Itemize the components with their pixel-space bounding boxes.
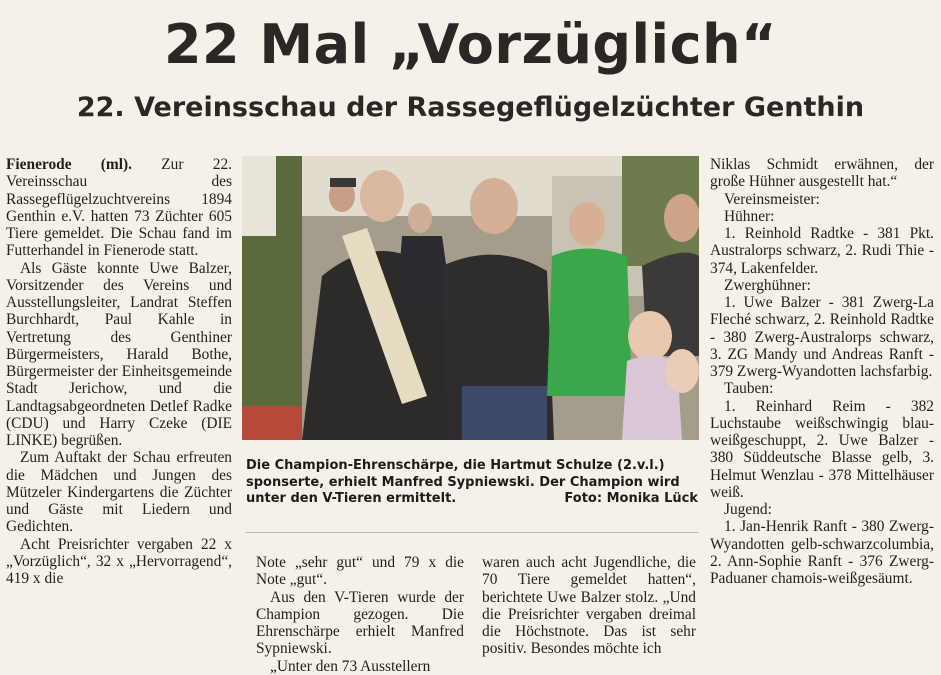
results-group-name: Hühner: — [724, 207, 775, 225]
article-paragraph: Niklas Schmidt erwähnen, der große Hühner ausgestellt hat.“ — [710, 156, 934, 191]
dateline: Fienerode (ml). — [6, 156, 132, 173]
article-paragraph: Fienerode (ml). Zur 22. Vereinsschau des Rassegeflügelzuchtvereins 1894 Genthin e.V. hatten 73 Züchter 605 Tiere gemeldet. Die Schau fand im Futterhandel in Fienerode statt. — [6, 156, 232, 260]
results-group-text: 1. Reinhold Radtke - 381 Pkt. Australorps schwarz, 2. Rudi Thie - 374, Lakenfelder. — [710, 225, 934, 277]
article-paragraph: waren auch acht Jugendliche, die 70 Tiere gemeldet hatten“, berichtete Uwe Balzer stolz. „Und die Preisrichter vergaben dreimal die Höchstnote. Das ist sehr positiv. Besondes möchte ich — [482, 554, 696, 658]
article-column-3 — [482, 554, 696, 658]
article-photo — [242, 156, 699, 440]
results-group-name: Jugend: — [724, 501, 772, 518]
caption-divider — [246, 532, 698, 533]
article-column-4 — [710, 156, 934, 587]
results-group-text: 1. Jan-Henrik Ranft - 380 Zwerg-Wyandotten gelb-schwarzcolumbia, 2. Ann-Sophie Ranft - 376 Zwerg-Paduaner chamois-weißgesäumt. — [710, 518, 934, 587]
subheadline: 22. Vereinsschau der Rassegeflügelzüchter Genthin — [76, 92, 865, 123]
headline: 22 Mal „Vorzüglich“ — [163, 13, 778, 76]
results-group-name: Zwerghühner: — [724, 276, 811, 294]
article-paragraph: Acht Preisrichter vergaben 22 x „Vorzüglich“, 32 x „Hervorragend“, 419 x die — [6, 535, 232, 587]
results-group-text: 1. Reinhard Reim - 382 Luchstaube weißschwingig blau-weißgeschuppt, 2. Uwe Balzer - 380 Süddeutsche Blasse gelb, 3. Helmut Wenzlau - 378 Mittelhäuser weiß. — [710, 397, 934, 501]
results-title: Vereinsmeister: — [724, 190, 820, 208]
article-paragraph: Aus den V-Tieren wurde der Champion gezogen. Die Ehrenschärpe erhielt Manfred Sypniewski. — [256, 588, 464, 658]
article-paragraph: Als Gäste konnte Uwe Balzer, Vorsitzender des Vereins und Ausstellungsleiter, Landrat Steffen Burchhardt, Paul Kahle in Vertretung des Genthiner Bürgermeisters, Harald Bothe, Bürgermeister der Einheitsgemeinde Stadt Jerichow, und die Landtagsabgeordneten Detlef Radke (CDU) und Harry Czeke (DIE LINKE) begrüßen. — [6, 259, 232, 449]
article-paragraph: Zum Auftakt der Schau erfreuten die Mädchen und Jungen des Mützeler Kindergartens die Züchter und Gäste mit Liedern und Gedichten. — [6, 449, 232, 536]
article-column-2 — [256, 554, 464, 675]
caption-text: Die Champion-Ehrenschärpe, die Hartmut Schulze (2.v.l.) sponserte, erhielt Manfred Sypniewski. Der Champion wird unter den V-Tieren ermittelt. — [246, 458, 680, 506]
article-paragraph: „Unter den 73 Ausstellern — [270, 657, 431, 675]
article-paragraph: Note „sehr gut“ und 79 x die Note „gut“. — [256, 554, 464, 589]
results-group-text: 1. Uwe Balzer - 381 Zwerg-La Fleché schwarz, 2. Reinhold Radtke - 380 Zwerg-Australorps schwarz, 3. ZG Mandy und Andreas Ranft - 379 Zwerg-Wyandotten lachsfarbig. — [710, 294, 934, 380]
results-group-name: Tauben: — [724, 380, 774, 398]
article-column-1 — [6, 156, 232, 587]
photo-credit: Foto: Monika Lück — [564, 491, 698, 506]
photo-caption — [246, 458, 698, 508]
photo-illustration — [242, 156, 699, 440]
